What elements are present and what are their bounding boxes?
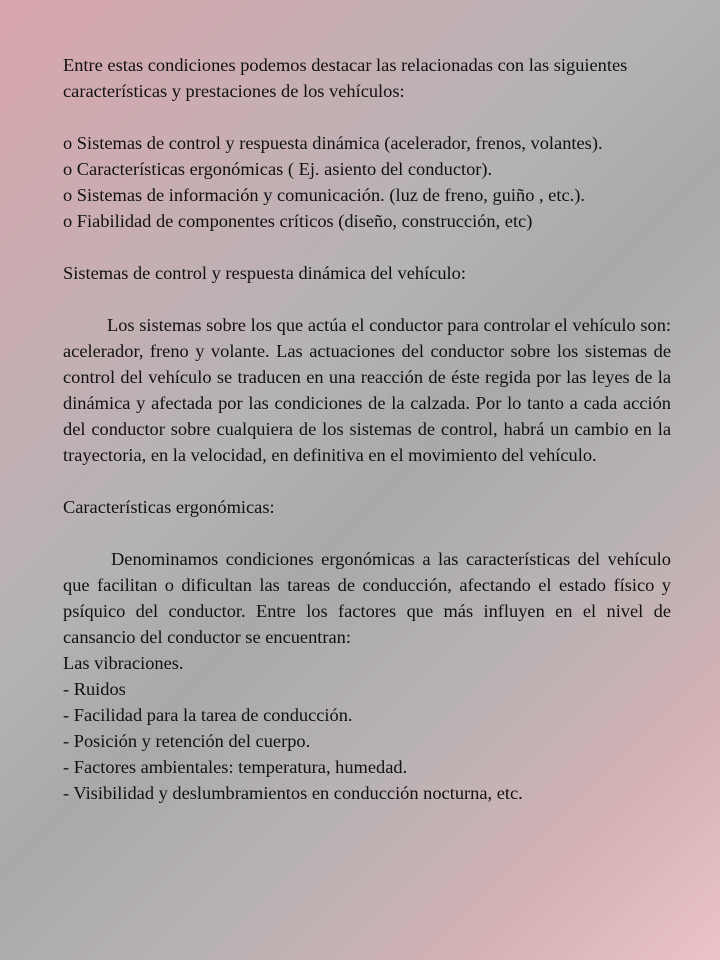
section-heading-control-systems: Sistemas de control y respuesta dinámica del vehículo: [63, 263, 466, 283]
bullet-item: o Sistemas de información y comunicación. (luz de freno, guiño , etc.). [63, 185, 585, 205]
spacer [63, 468, 671, 494]
ergonomics-list-item: - Visibilidad y deslumbramientos en conducción nocturna, etc. [63, 783, 523, 803]
spacer [63, 104, 671, 130]
control-systems-paragraph: Los sistemas sobre los que actúa el conductor para controlar el vehículo son: acelerador, freno y volante. Las actuaciones del conductor sobre los sistemas de control del vehículo se traducen en una reacción de éste regida por las leyes de la dinámica y afectada por las condiciones de la calzada. Por lo tanto a cada acción del conductor sobre cualquiera de los sistemas de control, habrá un cambio en la trayectoria, en la velocidad, en definitiva en el movimiento del vehículo. [63, 315, 671, 465]
document-body [63, 52, 671, 806]
section-heading-ergonomics: Características ergonómicas: [63, 497, 275, 517]
intro-paragraph: Entre estas condiciones podemos destacar las relacionadas con las siguientes características y prestaciones de los vehículos: [63, 55, 628, 101]
ergonomics-list-item: Las vibraciones. [63, 653, 184, 673]
ergonomics-list-item: - Facilidad para la tarea de conducción. [63, 705, 353, 725]
bullet-item: o Características ergonómicas ( Ej. asiento del conductor). [63, 159, 493, 179]
spacer [63, 234, 671, 260]
ergonomics-list-item: - Ruidos [63, 679, 126, 699]
bullet-item: o Fiabilidad de componentes críticos (diseño, construcción, etc) [63, 211, 533, 231]
ergonomics-list-item: - Posición y retención del cuerpo. [63, 731, 311, 751]
ergonomics-paragraph: Denominamos condiciones ergonómicas a las características del vehículo que facilitan o dificultan las tareas de conducción, afectando el estado físico y psíquico del conductor. Entre los factores que más influyen en el nivel de cansancio del conductor se encuentran: [63, 549, 671, 647]
ergonomics-list-item: - Factores ambientales: temperatura, humedad. [63, 757, 408, 777]
spacer [63, 286, 671, 312]
spacer [63, 520, 671, 546]
bullet-item: o Sistemas de control y respuesta dinámica (acelerador, frenos, volantes). [63, 133, 603, 153]
